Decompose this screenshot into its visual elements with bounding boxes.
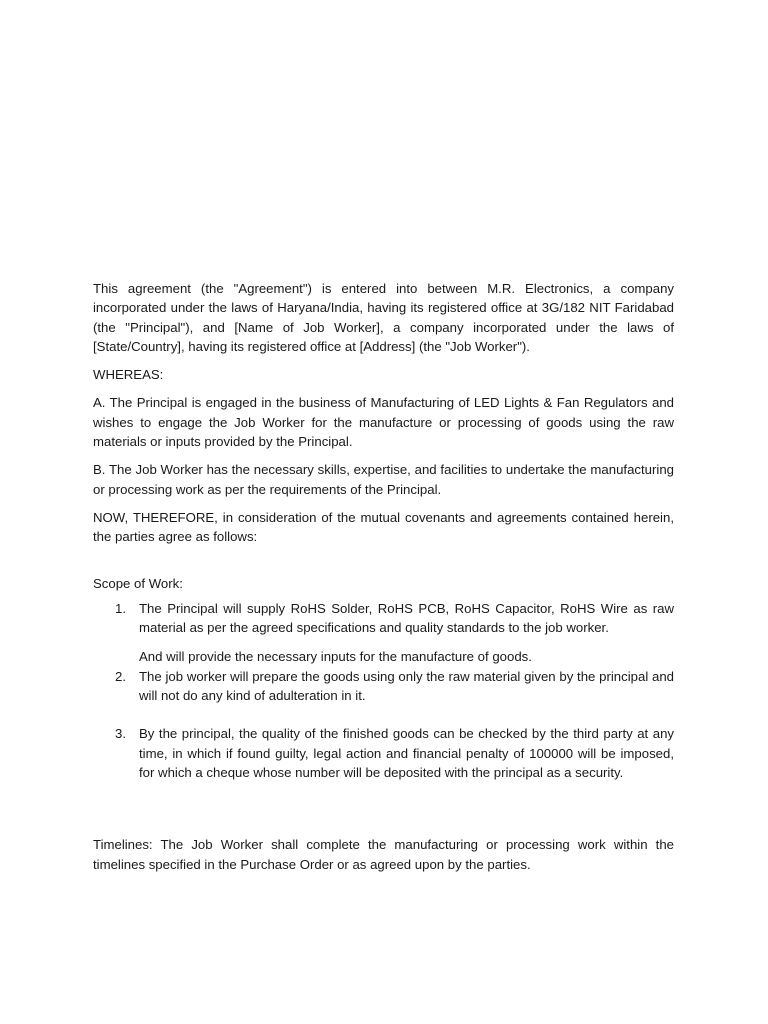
scope-of-work-heading: Scope of Work: (93, 575, 183, 591)
list-item (93, 599, 674, 667)
list-item-text: The Principal will supply RoHS Solder, RoHS PCB, RoHS Capacitor, RoHS Wire as raw material as per the agreed specifications and quality standards to the job worker. (139, 600, 674, 636)
list-item-extra-text: And will provide the necessary inputs for the manufacture of goods. (139, 649, 532, 665)
list-item-text: The job worker will prepare the goods using only the raw material given by the principal and will not do any kind of adulteration in it. (139, 668, 674, 704)
now-therefore-paragraph: NOW, THEREFORE, in consideration of the mutual covenants and agreements contained herein, the parties agree as follows: (93, 509, 674, 545)
recital-a-paragraph: A. The Principal is engaged in the business of Manufacturing of LED Lights & Fan Regulators and wishes to engage the Job Worker for the manufacture or processing of goods using the raw materials or inputs provided by the Principal. (93, 395, 674, 450)
list-item-number: 2. (115, 668, 126, 684)
whereas-heading: WHEREAS: (93, 367, 164, 383)
intro-paragraph: This agreement (the "Agreement") is entered into between M.R. Electronics, a company incorporated under the laws of Haryana/India, having its registered office at 3G/182 NIT Faridabad (the "Principal"), and [Name of Job Worker], a company incorporated under the laws of [State/Country], having its registered office at [Address] (the "Job Worker"). (93, 281, 674, 354)
list-item (93, 724, 674, 782)
document-body (93, 279, 674, 874)
list-item-number: 1. (115, 600, 126, 616)
scope-list (93, 599, 674, 782)
list-item-text: By the principal, the quality of the finished goods can be checked by the third party at any time, in which if found guilty, legal action and financial penalty of 100000 will be imposed, for which a cheque whose number will be deposited with the principal as a security. (139, 726, 674, 780)
list-item (93, 667, 674, 706)
recital-b-paragraph: B. The Job Worker has the necessary skills, expertise, and facilities to undertake the manufacturing or processing work as per the requirements of the Principal. (93, 462, 674, 497)
timelines-paragraph: Timelines: The Job Worker shall complete the manufacturing or processing work within the timelines specified in the Purchase Order or as agreed upon by the parties. (93, 837, 674, 872)
list-item-number: 3. (115, 726, 126, 742)
